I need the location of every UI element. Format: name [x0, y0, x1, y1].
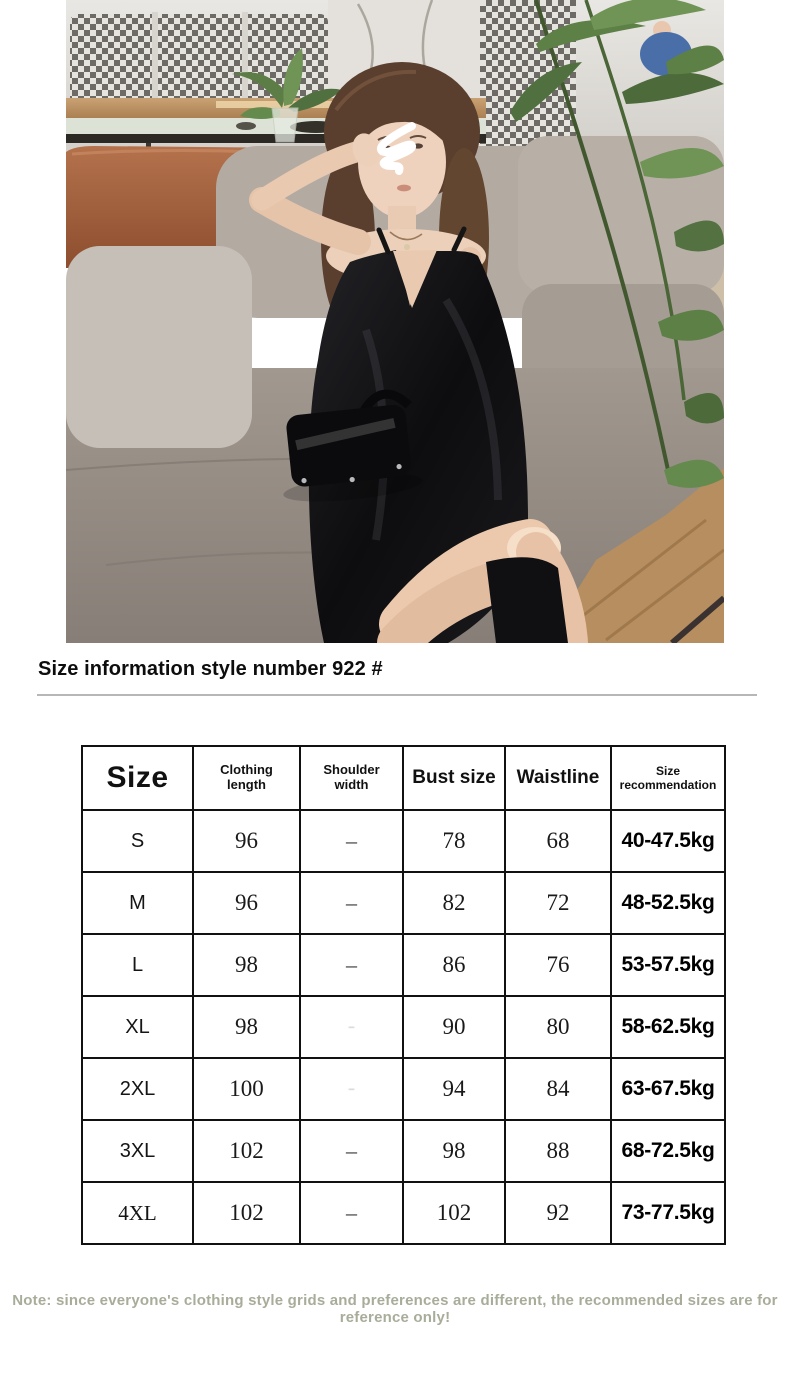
- table-row: [83, 935, 724, 997]
- cell-size: 4XL: [83, 1183, 194, 1243]
- cell-recommendation: 53-57.5kg: [621, 953, 715, 976]
- header-size-recommendation: Size recommendation: [619, 763, 717, 792]
- cell-size: 2XL: [83, 1059, 194, 1119]
- cell-bust-size: 78: [404, 811, 506, 871]
- cell-shoulder-width: –: [301, 811, 404, 871]
- photo-scene: [66, 0, 724, 643]
- cell-clothing-length: 100: [194, 1059, 301, 1119]
- cell-clothing-length: 96: [194, 811, 301, 871]
- dress-hem: [486, 557, 568, 643]
- cell-bust-size: 102: [404, 1183, 506, 1243]
- cell-shoulder-width: –: [301, 1183, 404, 1243]
- table-row: [83, 1183, 724, 1243]
- header-waistline: Waistline: [506, 747, 612, 809]
- cell-size: S: [83, 811, 194, 871]
- cell-recommendation: 48-52.5kg: [621, 891, 715, 914]
- cell-shoulder-width: –: [301, 873, 404, 933]
- cell-waistline: 92: [506, 1183, 612, 1243]
- left-pillow: [66, 246, 252, 448]
- table-row: [83, 1121, 724, 1183]
- page-title: Size information style number 922 #: [38, 658, 383, 680]
- chair-gap: [242, 12, 248, 112]
- cell-shoulder-width: –: [301, 1059, 404, 1119]
- header-size: Size: [83, 747, 194, 809]
- cell-bust-size: 82: [404, 873, 506, 933]
- cell-shoulder-width: –: [301, 997, 404, 1057]
- cell-clothing-length: 102: [194, 1183, 301, 1243]
- cell-waistline: 72: [506, 873, 612, 933]
- table-row: [83, 873, 724, 935]
- cell-bust-size: 94: [404, 1059, 506, 1119]
- cell-bust-size: 90: [404, 997, 506, 1057]
- size-chart-table: [81, 745, 726, 1245]
- cell-clothing-length: 98: [194, 997, 301, 1057]
- cell-bust-size: 86: [404, 935, 506, 995]
- cell-size: L: [83, 935, 194, 995]
- cell-size: XL: [83, 997, 194, 1057]
- product-photo: [66, 0, 724, 643]
- cell-waistline: 80: [506, 997, 612, 1057]
- table-row: [83, 997, 724, 1059]
- header-shoulder-width: Shoulder width: [301, 747, 404, 809]
- cell-recommendation: 58-62.5kg: [621, 1015, 715, 1038]
- table-row: [83, 1059, 724, 1121]
- cell-recommendation: 40-47.5kg: [621, 829, 715, 852]
- cell-clothing-length: 96: [194, 873, 301, 933]
- cell-bust-size: 98: [404, 1121, 506, 1181]
- table-header-row: [83, 747, 724, 811]
- cell-waistline: 88: [506, 1121, 612, 1181]
- cell-recommendation: 63-67.5kg: [621, 1077, 715, 1100]
- section-divider: [37, 694, 757, 696]
- cell-waistline: 76: [506, 935, 612, 995]
- cell-clothing-length: 98: [194, 935, 301, 995]
- cell-clothing-length: 102: [194, 1121, 301, 1181]
- cell-recommendation: 68-72.5kg: [621, 1139, 715, 1162]
- cell-size: M: [83, 873, 194, 933]
- cell-waistline: 68: [506, 811, 612, 871]
- chair-gap: [152, 12, 158, 112]
- header-clothing-length: Clothing length: [194, 747, 301, 809]
- table-row: [83, 811, 724, 873]
- cell-shoulder-width: –: [301, 935, 404, 995]
- cell-size: 3XL: [83, 1121, 194, 1181]
- header-bust-size: Bust size: [404, 747, 506, 809]
- cell-recommendation: 73-77.5kg: [621, 1201, 715, 1224]
- reference-note: Note: since everyone's clothing style grids and preferences are different, the recommended sizes are for reference only!: [12, 1292, 778, 1326]
- cell-waistline: 84: [506, 1059, 612, 1119]
- cell-shoulder-width: –: [301, 1121, 404, 1181]
